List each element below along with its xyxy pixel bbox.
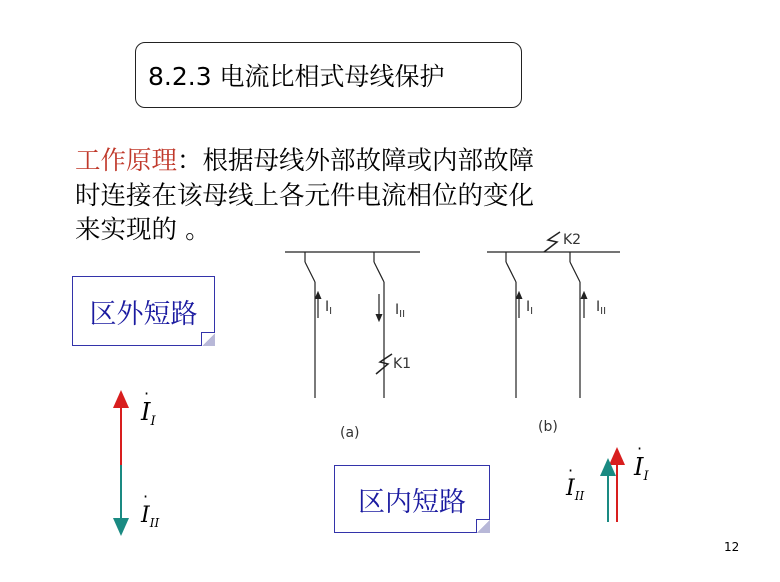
external-fault-label: 区外短路 bbox=[89, 298, 198, 330]
fig-b-caption: (b) bbox=[538, 419, 558, 435]
slide-title: 8.2.3 电流比相式母线保护 bbox=[148, 62, 445, 91]
internal-fault-label: 区内短路 bbox=[358, 486, 466, 518]
feeder-b1-switch bbox=[506, 262, 516, 282]
figure-a-circuit bbox=[285, 252, 420, 398]
feeder-b2-switch bbox=[570, 262, 580, 282]
fig-a-caption: (a) bbox=[340, 425, 360, 441]
phasor-int-i1-dot: · bbox=[637, 439, 643, 458]
phasor-int-i1-label: $I_I$ bbox=[634, 453, 649, 484]
principle-line-2: 时连接在该母线上各元件电流相位的变化 bbox=[75, 180, 535, 211]
phasor-int-i2-dot: · bbox=[568, 461, 574, 480]
phasor-internal bbox=[565, 439, 649, 522]
phasor-ext-i1-label: $I_I$ bbox=[141, 398, 156, 429]
principle-line-3: 来实现的 。 bbox=[75, 215, 211, 245]
feeder-a1-switch bbox=[305, 262, 315, 282]
fig-b-current-1-label: $I_I$ bbox=[526, 299, 534, 317]
fault-symbol-k2 bbox=[544, 232, 560, 252]
feeder-a2-switch bbox=[374, 262, 384, 282]
page-number: 12 bbox=[724, 540, 740, 554]
fig-b-current-2-label: $I_{II}$ bbox=[596, 299, 607, 317]
phasor-int-i2-label: $I_{II}$ bbox=[566, 476, 585, 503]
phasor-ext-i1-dot: · bbox=[144, 384, 150, 403]
phasor-ext-i2-dot: · bbox=[143, 487, 149, 506]
fig-a-current-1-label: $I_I$ bbox=[325, 299, 333, 317]
phasor-external bbox=[121, 384, 159, 530]
phasor-ext-i2-label: $I_{II}$ bbox=[141, 503, 160, 530]
fig-a-current-2-label: $I_{II}$ bbox=[395, 302, 406, 320]
fault-label-k2: K2 bbox=[563, 232, 582, 248]
principle-text-1: ：根据母线外部故障或内部故障 bbox=[177, 146, 535, 176]
fault-label-k1: K1 bbox=[393, 356, 412, 372]
principle-heading: 工作原理 bbox=[75, 146, 178, 176]
